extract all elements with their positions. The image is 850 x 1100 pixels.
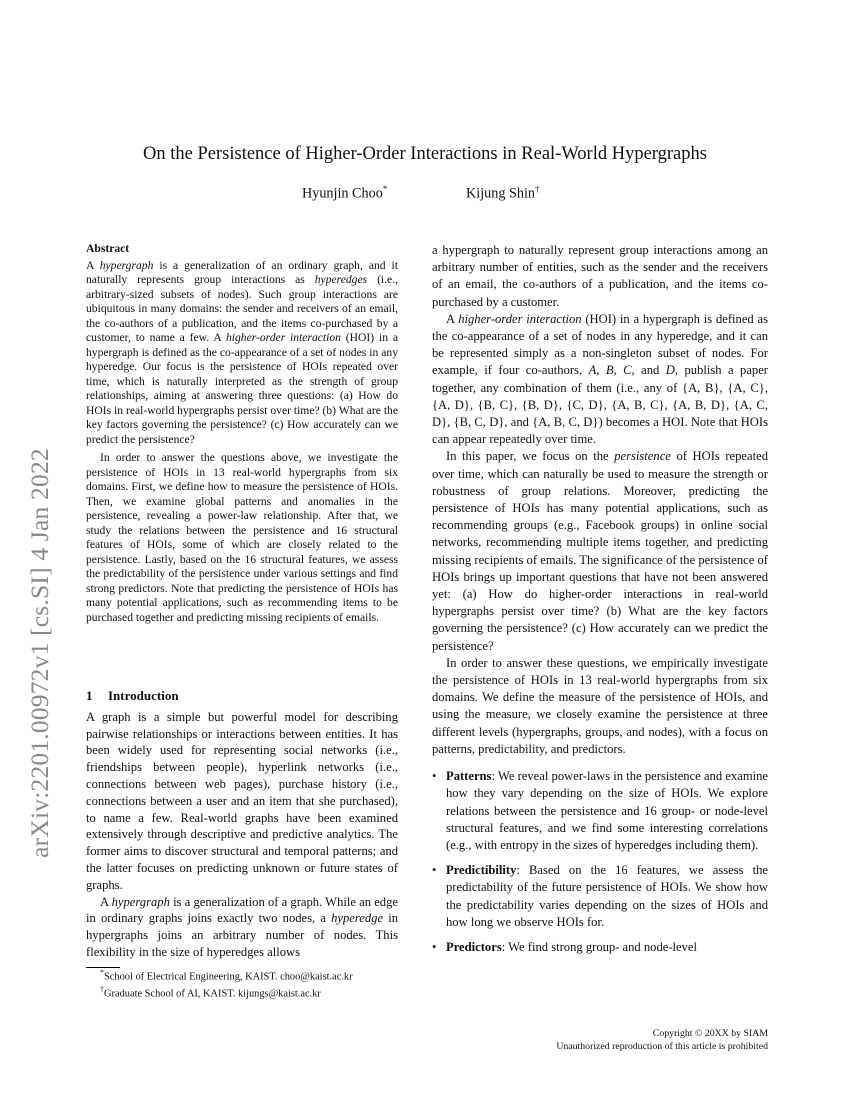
copyright-line: Copyright © 20XX by SIAM [652,1028,768,1039]
author-1-name: Hyunjin Choo [302,185,383,202]
list-item: • Predictors: We find strong group- and node-level [432,939,768,956]
bullet-icon: • [432,769,437,784]
right-column [432,242,768,964]
right-paragraph-2: A higher-order interaction (HOI) in a hypergraph is defined as the co-appearance of a set of nodes in any hyperedge, and it can be represented simply as a non-singleton subset of nodes. For example, if four co-authors, A, B, C, and D, publish a paper together, any combination of them (i.e., any of {A, B}, {A, C}, {A, D}, {B, C}, {B, D}, {C, D}, {A, B, C}, {A, B, D}, {A, C, D}, {B, C, D}, and {A, B, C, D}) becomes a HOI. Note that HOIs can appear repeatedly over time. [432,311,768,447]
reproduction-notice: Unauthorized reproduction of this article is prohibited [556,1040,768,1052]
contribution-list [432,768,768,956]
bullet-icon: • [432,863,437,878]
copyright-notice [556,1028,768,1053]
right-paragraph-4: In order to answer these questions, we empirically investigate the persistence of HOIs in 13 real-world hypergraphs from six domains. We define the measure of the persistence of HOIs, and using the measure, we closely examine the persistence at three different levels (hypergraphs, groups, and nodes), with a focus on patterns, predictability, and predictors. [432,655,768,756]
list-item: • Predictibility: Based on the 16 features, we assess the predictability of the future persistence of HOIs. We show how the predictability varies depending on the sizes of HOIs and how long we observe HOIs for. [432,863,768,929]
arxiv-identifier-text: arXiv:2201.00972v1 [cs.SI] 4 Jan 2022 [25,448,54,858]
author-1 [302,184,387,203]
author-2 [466,184,539,203]
footnote-2: †Graduate School of AI, KAIST. kijungs@kaist.ac.kr [100,985,321,1000]
list-item: • Patterns: We reveal power-laws in the persistence and examine how they vary depending on the size of HOIs. We explore relations between the persistence and 16 group- or node-level structural features, and we find some interesting correlations (e.g., with entropy in the sizes of hyperedges including them). [432,769,768,852]
intro-paragraph-2: A hypergraph is a generalization of a graph. While an edge in ordinary graphs joins exactly two nodes, a hyperedge in hypergraphs joins an arbitrary number of nodes. This flexibility in the size of hyperedges allows [86,894,398,959]
section-heading-introduction: 1 Introduction [86,688,179,703]
intro-paragraph-1: A graph is a simple but powerful model for describing pairwise relationships or interactions between entities. It has been widely used for representing social networks (i.e., friendships between people), hyperlink networks (i.e., connections between web pages), purchase history (i.e., connections between a user and an item that she purchased), to name a few. Real-world graphs have been examined extensively through descriptive and predictive analytics. The former aims to discover structural and temporal patterns; and the latter focuses on predicting unknown or future states of graphs. [86,709,398,892]
abstract-paragraph-1: A hypergraph is a generalization of an ordinary graph, and it naturally represents group interactions as hyperedges (i.e., arbitrary-sized subsets of nodes). Such group interactions are ubiquitous in many domains: the sender and receivers of an email, the co-authors of a publication, and the items co-purchased by a customer, to name a few. A higher-order interaction (HOI) in a hypergraph is defined as the co-appearance of a set of nodes in any hyperedge. Our focus is the persistence of HOIs repeated over time, which is naturally interpreted as the strength of group relationships, aiming at answering three questions: (a) How do HOIs in real-world hypergraphs persist over time? (b) What are the key factors governing the persistence? (c) How accurately can we predict the persistence? [86,258,398,446]
right-paragraph-3: In this paper, we focus on the persistence of HOIs repeated over time, which can naturally be used to measure the strength or robustness of group relations. Moreover, predicting the persistence of HOIs has many potential applications, such as recommending groups (e.g., Facebook groups) in online social networks, recommending multiple items together, and predicting missing recipients of emails. The significance of the persistence of HOIs brings up important questions that have not been answered yet: (a) How do higher-order interactions in real-world hypergraphs persist over time? (b) What are the key factors governing the persistence? (c) How accurately can we predict the persistence? [432,449,768,653]
abstract-paragraph-2: In order to answer the questions above, we investigate the persistence of HOIs in 13 real-world hypergraphs from six domains. First, we define how to measure the persistence of HOIs. Then, we examine global patterns and anomalies in the persistence, revealing a power-law relationship. After that, we study the relations between the persistence and 16 structural features of HOIs, some of which are closely related to the persistence. Lastly, based on the 16 structural features, we assess the predictability of the persistence under various settings and find strong predictors. Note that predicting the persistence of HOIs has many potential applications, such as recommending items to be purchased together and predicting missing recipients of emails. [86,451,398,624]
abstract-section [86,242,398,625]
footnote-1: *School of Electrical Engineering, KAIST. choo@kaist.ac.kr [100,968,353,983]
abstract-heading: Abstract [86,242,130,255]
right-paragraph-1: a hypergraph to naturally represent group interactions among an arbitrary number of entities, such as the sender and the receivers of an email, the co-authors of a publication, and the items co-purchased by a customer. [432,243,768,309]
footnotes [86,966,406,1001]
author-2-mark: † [534,184,540,194]
author-1-mark: * [382,184,388,194]
paper-title: On the Persistence of Higher-Order Interactions in Real-World Hypergraphs [143,144,707,164]
bullet-icon: • [432,939,437,954]
author-2-name: Kijung Shin [466,185,535,202]
introduction-section [86,688,398,961]
